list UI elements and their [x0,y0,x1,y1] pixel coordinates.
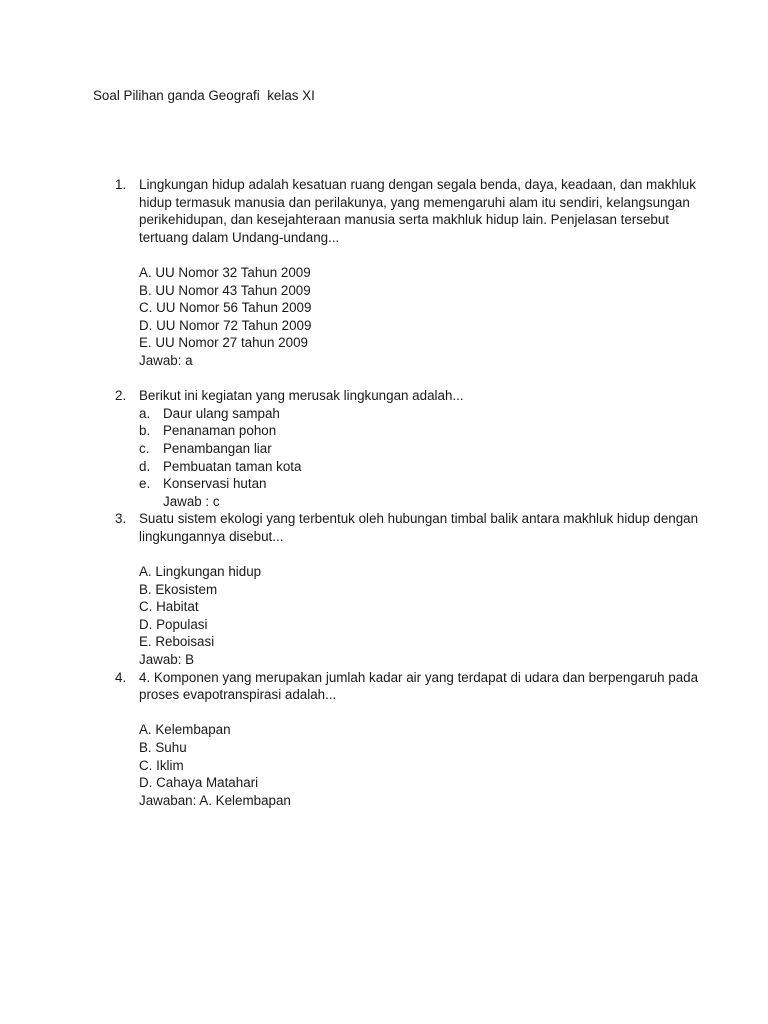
answer-option [139,440,768,458]
question-stem: 4. Komponen yang merupakan jumlah kadar air yang terdapat di udara dan berpengaruh pada proses evapotranspirasi adalah... [139,669,699,703]
question-number: 4. [115,669,127,685]
question-3 [0,510,768,668]
option-text: Penambangan liar [163,440,272,456]
answer-key: Jawab: B [139,652,195,668]
question-4 [0,669,768,810]
option-letter: b. [139,423,151,439]
answer-option [139,405,768,423]
option-letter: a. [139,405,151,421]
answer-option: C. UU Nomor 56 Tahun 2009 [139,300,312,316]
question-number: 2. [115,388,127,404]
answer-option: B. Suhu [139,740,187,755]
answer-option: A. UU Nomor 32 Tahun 2009 [139,264,311,280]
question-list [0,176,768,809]
option-text: Penanaman pohon [163,423,277,439]
question-stem: Berikut ini kegiatan yang merusak lingkungan adalah... [139,388,464,404]
answer-option: A. Lingkungan hidup [139,564,262,580]
question-1 [0,176,768,387]
answer-option: D. Cahaya Matahari [139,775,259,791]
option-letter: e. [139,476,151,492]
question-stem: Lingkungan hidup adalah kesatuan ruang dengan segala benda, daya, keadaan, dan makhluk hidup termasuk manusia dan perilakunya, yang memengaruhi alam itu sendiri, kelangsungan perikehidupan, dan kesejahteraan manusia serta makhluk hidup lain. Penjelasan tersebut tertuang dalam Undang-undang... [139,177,696,245]
answer-option: D. UU Nomor 72 Tahun 2009 [139,317,312,333]
answer-key: Jawab: a [139,352,193,368]
answer-option: E. Reboisasi [139,634,215,650]
answer-option: D. Populasi [139,616,208,632]
answer-key: Jawaban: A. Kelembapan [139,792,291,808]
question-number: 1. [115,177,127,192]
question-2 [0,387,768,510]
answer-option [139,422,768,440]
answer-option: C. Iklim [139,757,184,773]
answer-option: E. UU Nomor 27 tahun 2009 [139,335,308,351]
option-text: Konservasi hutan [163,476,267,492]
answer-option: A. Kelembapan [139,722,231,738]
option-text: Daur ulang sampah [163,405,280,421]
question-number: 3. [115,511,127,527]
document-title: Soal Pilihan ganda Geografi kelas XI [93,88,315,103]
answer-option: B. UU Nomor 43 Tahun 2009 [139,282,311,298]
answer-option: C. Habitat [139,599,199,615]
option-letter: d. [139,458,151,474]
answer-option [139,475,768,493]
answer-option: B. Ekosistem [139,581,218,597]
answer-key: Jawab : c [163,493,220,509]
option-text: Pembuatan taman kota [163,458,302,474]
question-stem: Suatu sistem ekologi yang terbentuk oleh hubungan timbal balik antara makhluk hidup dengan lingkungannya disebut... [139,511,699,544]
option-letter: c. [139,440,150,456]
answer-option [139,458,768,476]
